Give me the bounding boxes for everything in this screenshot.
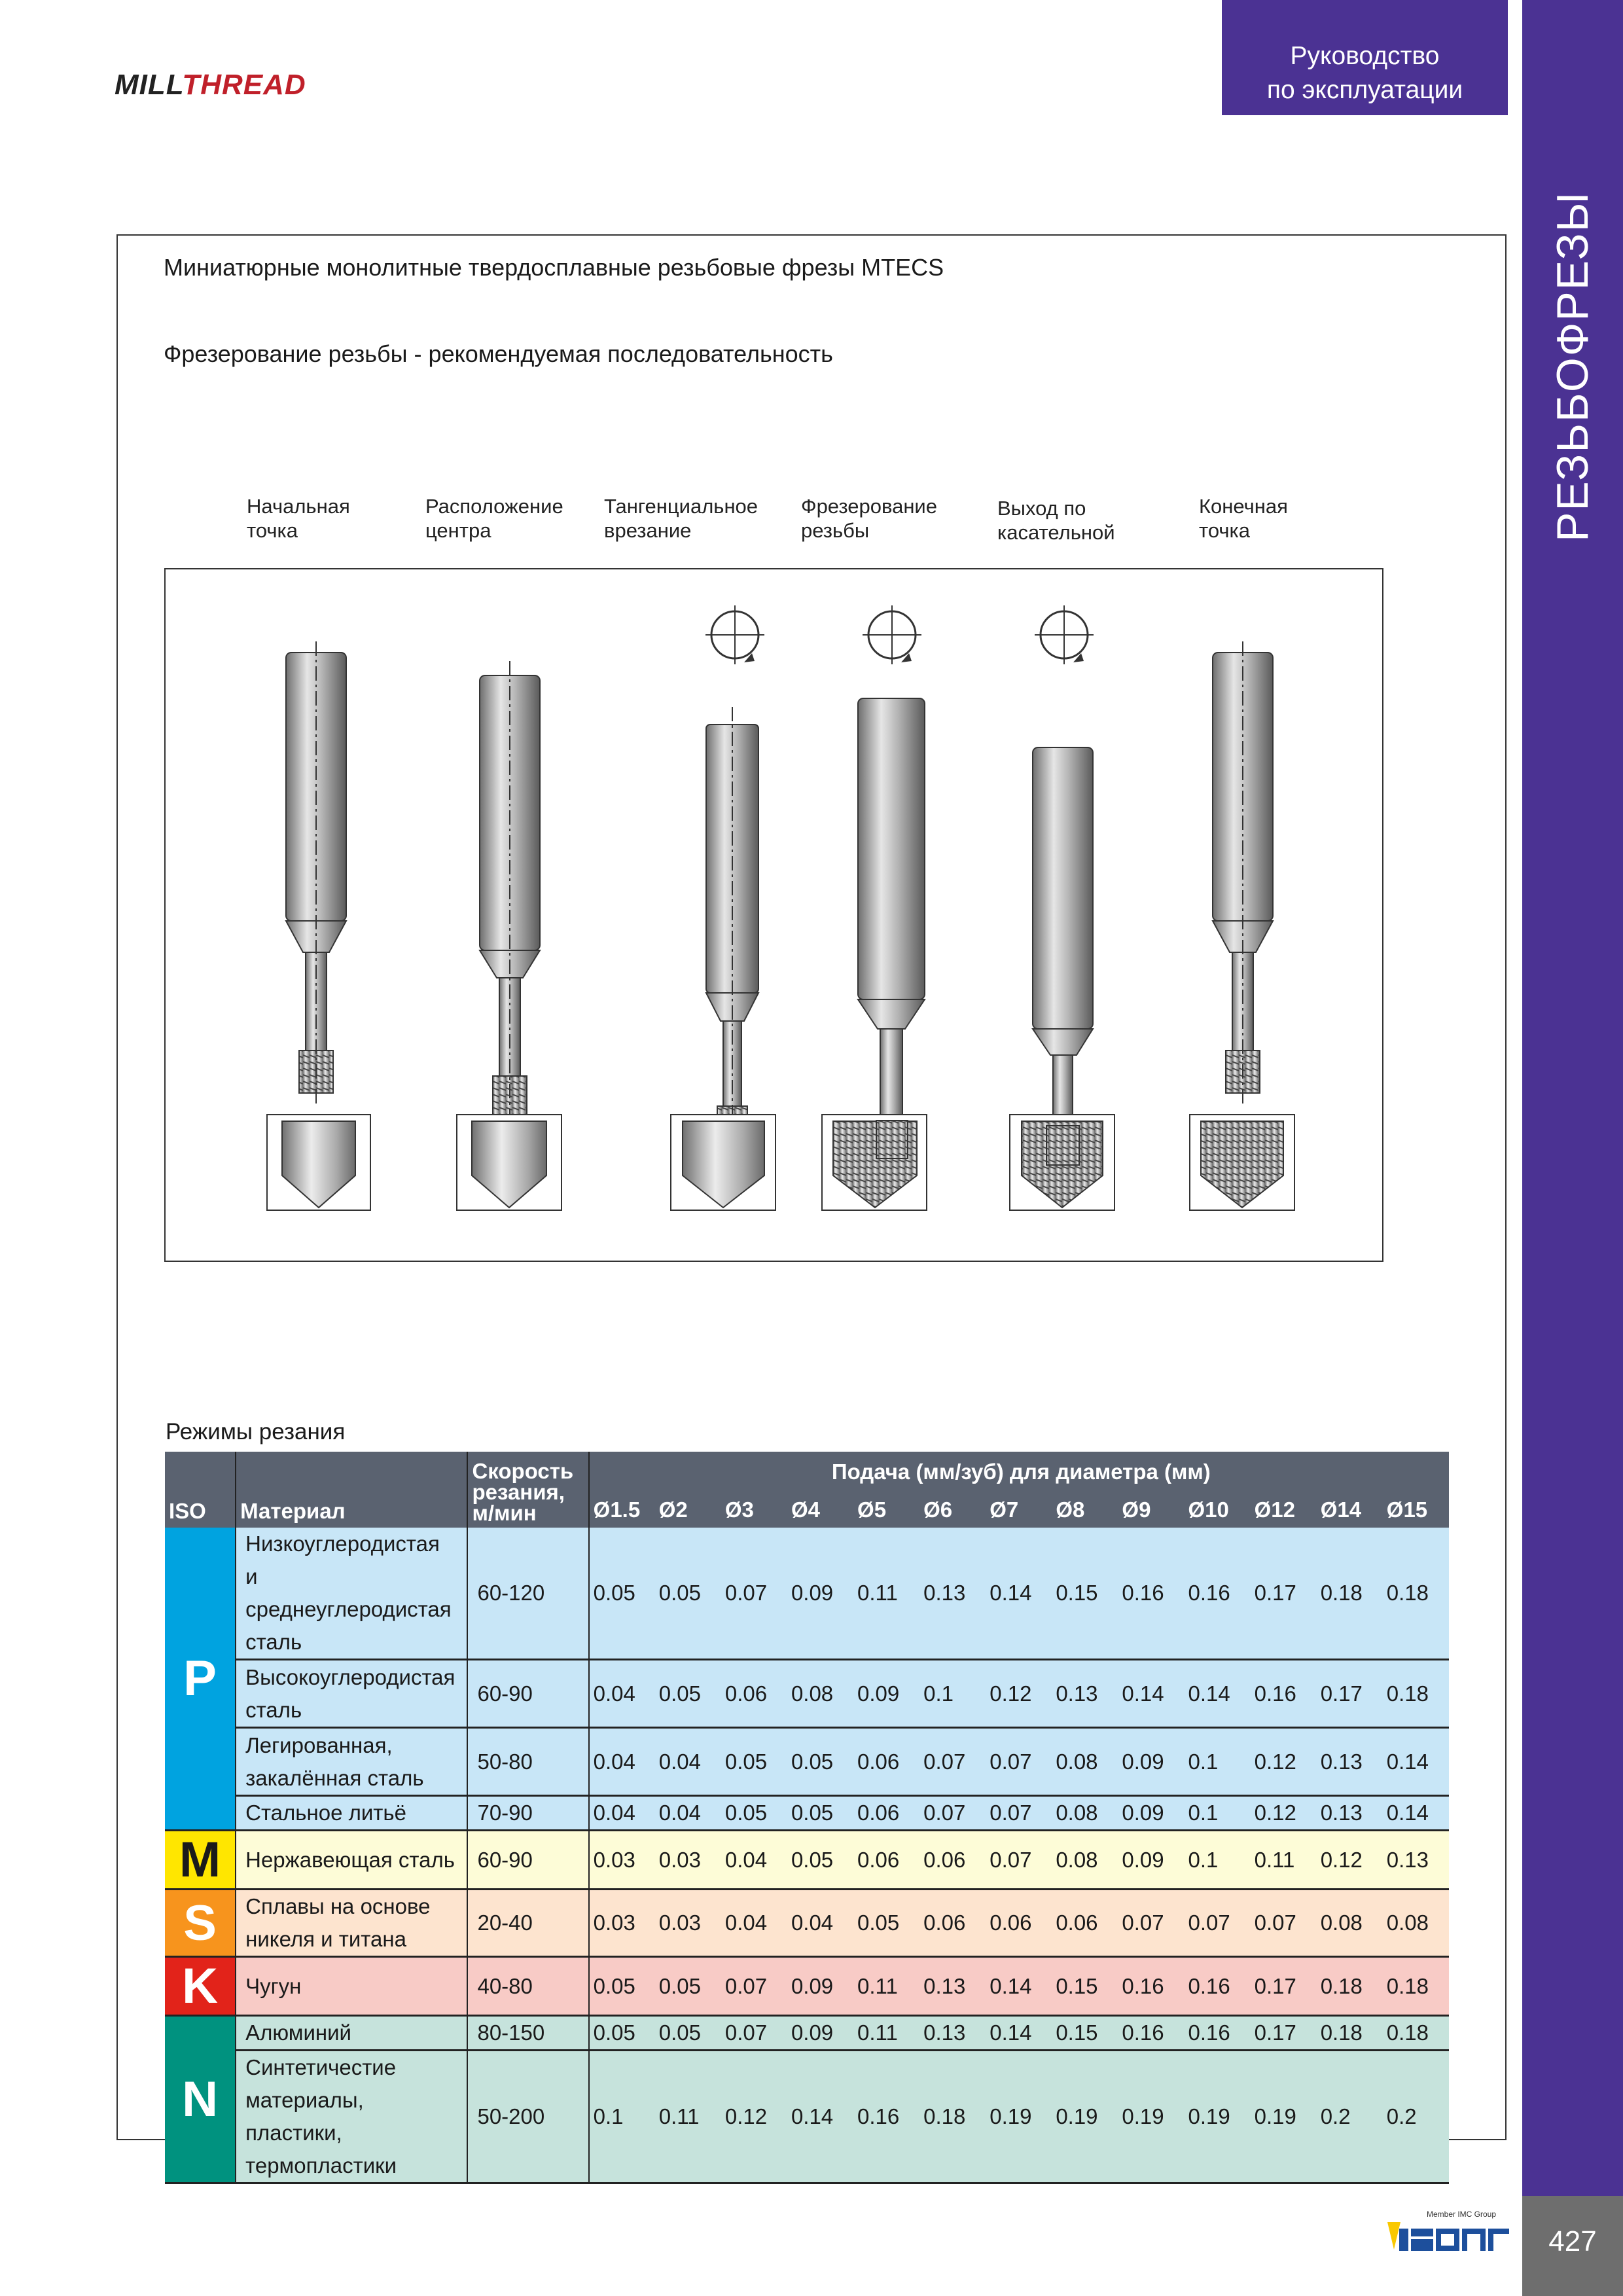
feed-cell: 0.14 xyxy=(787,2051,853,2183)
step-label-center xyxy=(425,494,563,543)
feed-cell: 0.03 xyxy=(655,1890,721,1957)
feed-cell: 0.15 xyxy=(1052,2016,1118,2051)
material-name-line: материалы, xyxy=(245,2088,364,2112)
page-subtitle: Фрезерование резьбы - рекомендуемая последовательность xyxy=(164,340,833,367)
feed-cell: 0.04 xyxy=(589,1796,655,1831)
material-row xyxy=(165,1957,1449,2016)
feed-cell: 0.12 xyxy=(1251,1796,1317,1831)
feed-cell: 0.09 xyxy=(1118,1831,1184,1890)
speed-cell: 50-200 xyxy=(467,2051,588,2183)
feed-cell: 0.2 xyxy=(1383,2051,1449,2183)
feed-cell: 0.15 xyxy=(1052,1957,1118,2016)
feed-cell: 0.13 xyxy=(919,2016,986,2051)
feed-cell: 0.08 xyxy=(1052,1796,1118,1831)
material-cell xyxy=(236,1890,467,1957)
feed-cell: 0.08 xyxy=(1383,1890,1449,1957)
feed-cell: 0.16 xyxy=(1118,2016,1184,2051)
step-label-milling xyxy=(801,494,937,543)
step-line: Конечная xyxy=(1199,495,1288,518)
material-row xyxy=(165,1890,1449,1957)
step-line: Выход по xyxy=(997,497,1086,520)
speed-cell: 80-150 xyxy=(467,2016,588,2051)
step-line: точка xyxy=(1199,519,1251,542)
feed-cell: 0.06 xyxy=(853,1728,919,1796)
page-title: Миниатюрные монолитные твердосплавные резьбовые фрезы MTECS xyxy=(164,254,944,281)
feed-cell: 0.13 xyxy=(1317,1796,1383,1831)
side-title-text: РЕЗЬБОФРЕЗЫ xyxy=(1548,191,1597,542)
material-name-line: Высокоуглеродистая xyxy=(245,1664,455,1689)
feed-cell: 0.05 xyxy=(655,1660,721,1728)
cutting-data-title: Режимы резания xyxy=(166,1419,346,1444)
feed-cell: 0.16 xyxy=(1118,1528,1184,1660)
feed-cell: 0.18 xyxy=(1317,2016,1383,2051)
step-line: касательной xyxy=(997,521,1115,544)
feed-cell: 0.08 xyxy=(1052,1728,1118,1796)
material-cell xyxy=(236,1528,467,1660)
cutting-data-body xyxy=(165,1528,1449,2183)
feed-cell: 0.19 xyxy=(1251,2051,1317,2183)
feed-cell: 0.17 xyxy=(1251,1528,1317,1660)
iso-group-p: P xyxy=(165,1528,236,1831)
page-number: 427 xyxy=(1548,2225,1597,2257)
material-name-line: Стальное литьё xyxy=(245,1801,406,1825)
feed-cell: 0.11 xyxy=(853,1528,919,1660)
feed-cell: 0.13 xyxy=(919,1528,986,1660)
material-name-line: и среднеуглеродистая xyxy=(245,1564,452,1621)
millthread-logo xyxy=(115,69,306,101)
user-guide-label xyxy=(1222,0,1508,115)
feed-cell: 0.06 xyxy=(919,1831,986,1890)
col-diameter: Ø12 xyxy=(1251,1492,1317,1528)
feed-cell: 0.09 xyxy=(1118,1796,1184,1831)
feed-cell: 0.17 xyxy=(1251,2016,1317,2051)
feed-cell: 0.07 xyxy=(919,1796,986,1831)
feed-cell: 0.14 xyxy=(1383,1796,1449,1831)
feed-cell: 0.04 xyxy=(655,1728,721,1796)
feed-cell: 0.14 xyxy=(1383,1728,1449,1796)
step-label-entry xyxy=(604,494,758,543)
feed-cell: 0.19 xyxy=(1118,2051,1184,2183)
feed-cell: 0.05 xyxy=(589,1957,655,2016)
feed-cell: 0.18 xyxy=(1317,1528,1383,1660)
material-name-line: никеля и титана xyxy=(245,1927,406,1951)
feed-cell: 0.15 xyxy=(1052,1528,1118,1660)
material-row xyxy=(165,1831,1449,1890)
material-row xyxy=(165,1728,1449,1796)
tool-exit xyxy=(1010,605,1115,1210)
feed-cell: 0.19 xyxy=(1185,2051,1251,2183)
material-name-line: сталь xyxy=(245,1630,302,1654)
iso-group-n: N xyxy=(165,2016,236,2183)
feed-cell: 0.18 xyxy=(1383,1957,1449,2016)
diagram-drawing xyxy=(166,569,1382,1261)
iscar-logo xyxy=(1386,2202,1516,2268)
feed-cell: 0.12 xyxy=(721,2051,787,2183)
feed-cell: 0.12 xyxy=(986,1660,1052,1728)
feed-cell: 0.09 xyxy=(787,1957,853,2016)
col-iso: ISO xyxy=(165,1452,236,1528)
feed-cell: 0.07 xyxy=(986,1796,1052,1831)
feed-cell: 0.11 xyxy=(853,1957,919,2016)
feed-cell: 0.17 xyxy=(1251,1957,1317,2016)
feed-cell: 0.06 xyxy=(853,1831,919,1890)
material-name-line: Сплавы на основе xyxy=(245,1894,431,1918)
feed-cell: 0.03 xyxy=(589,1831,655,1890)
material-row xyxy=(165,1796,1449,1831)
feed-cell: 0.06 xyxy=(721,1660,787,1728)
feed-cell: 0.19 xyxy=(1052,2051,1118,2183)
material-name-line: закалённая сталь xyxy=(245,1765,424,1790)
feed-cell: 0.08 xyxy=(787,1660,853,1728)
feed-cell: 0.07 xyxy=(721,1957,787,2016)
guide-line-1: Руководство xyxy=(1290,42,1440,70)
speed-cell: 40-80 xyxy=(467,1957,588,2016)
feed-cell: 0.05 xyxy=(589,1528,655,1660)
material-cell xyxy=(236,1831,467,1890)
feed-cell: 0.07 xyxy=(721,1528,787,1660)
col-diameter: Ø14 xyxy=(1317,1492,1383,1528)
speed-cell: 60-120 xyxy=(467,1528,588,1660)
feed-cell: 0.16 xyxy=(1185,1957,1251,2016)
feed-cell: 0.18 xyxy=(1383,2016,1449,2051)
feed-cell: 0.14 xyxy=(986,1957,1052,2016)
feed-cell: 0.05 xyxy=(853,1890,919,1957)
col-diameter: Ø1.5 xyxy=(589,1492,655,1528)
feed-cell: 0.1 xyxy=(589,2051,655,2183)
tool-milling xyxy=(822,605,927,1210)
tool-entry xyxy=(671,605,776,1210)
feed-cell: 0.13 xyxy=(1052,1660,1118,1728)
material-name-line: Синтетичестие xyxy=(245,2055,397,2079)
material-name-line: Алюминий xyxy=(245,2020,351,2045)
material-name-line: сталь xyxy=(245,1697,302,1722)
feed-cell: 0.08 xyxy=(1317,1890,1383,1957)
material-name-line: пластики, xyxy=(245,2121,342,2145)
feed-cell: 0.1 xyxy=(1185,1831,1251,1890)
col-diameter: Ø9 xyxy=(1118,1492,1184,1528)
material-cell xyxy=(236,1796,467,1831)
feed-cell: 0.17 xyxy=(1317,1660,1383,1728)
feed-cell: 0.07 xyxy=(986,1831,1052,1890)
feed-cell: 0.1 xyxy=(1185,1796,1251,1831)
feed-cell: 0.05 xyxy=(655,1528,721,1660)
logo-part-1: MILL xyxy=(115,69,183,101)
feed-cell: 0.09 xyxy=(853,1660,919,1728)
col-diameter: Ø4 xyxy=(787,1492,853,1528)
feed-cell: 0.16 xyxy=(1185,2016,1251,2051)
iso-group-k: K xyxy=(165,1957,236,2016)
feed-cell: 0.07 xyxy=(1185,1890,1251,1957)
speed-cell: 60-90 xyxy=(467,1660,588,1728)
feed-cell: 0.19 xyxy=(986,2051,1052,2183)
feed-cell: 0.14 xyxy=(1185,1660,1251,1728)
feed-cell: 0.12 xyxy=(1317,1831,1383,1890)
feed-cell: 0.18 xyxy=(1317,1957,1383,2016)
material-cell xyxy=(236,1957,467,2016)
col-diameter: Ø8 xyxy=(1052,1492,1118,1528)
feed-cell: 0.14 xyxy=(986,2016,1052,2051)
material-row xyxy=(165,2016,1449,2051)
col-diameter: Ø3 xyxy=(721,1492,787,1528)
feed-cell: 0.2 xyxy=(1317,2051,1383,2183)
feed-cell: 0.06 xyxy=(853,1796,919,1831)
material-name-line: термопластики xyxy=(245,2153,397,2178)
col-feed: Подача (мм/зуб) для диаметра (мм) xyxy=(589,1452,1449,1492)
milling-sequence-diagram xyxy=(164,568,1383,1262)
iso-group-m: M xyxy=(165,1831,236,1890)
feed-cell: 0.05 xyxy=(787,1831,853,1890)
material-cell xyxy=(236,1728,467,1796)
feed-cell: 0.04 xyxy=(721,1890,787,1957)
feed-cell: 0.09 xyxy=(1118,1728,1184,1796)
feed-cell: 0.07 xyxy=(1118,1890,1184,1957)
step-line: резьбы xyxy=(801,519,870,542)
step-line: Фрезерование xyxy=(801,495,937,518)
feed-cell: 0.18 xyxy=(919,2051,986,2183)
feed-cell: 0.14 xyxy=(1118,1660,1184,1728)
step-line: врезание xyxy=(604,519,692,542)
company-tagline: Member IMC Group xyxy=(1427,2210,1497,2219)
feed-cell: 0.05 xyxy=(655,2016,721,2051)
feed-cell: 0.04 xyxy=(655,1796,721,1831)
feed-cell: 0.06 xyxy=(986,1890,1052,1957)
feed-cell: 0.06 xyxy=(919,1890,986,1957)
feed-cell: 0.06 xyxy=(1052,1890,1118,1957)
feed-cell: 0.18 xyxy=(1383,1528,1449,1660)
guide-line-2: по эксплуатации xyxy=(1266,76,1463,104)
feed-cell: 0.03 xyxy=(589,1890,655,1957)
feed-cell: 0.05 xyxy=(721,1728,787,1796)
feed-cell: 0.09 xyxy=(787,2016,853,2051)
feed-cell: 0.14 xyxy=(986,1528,1052,1660)
feed-cell: 0.04 xyxy=(589,1728,655,1796)
col-diameter: Ø10 xyxy=(1185,1492,1251,1528)
col-diameter: Ø5 xyxy=(853,1492,919,1528)
material-cell xyxy=(236,1660,467,1728)
step-label-exit xyxy=(997,496,1115,545)
speed-cell: 20-40 xyxy=(467,1890,588,1957)
step-line: Расположение xyxy=(425,495,563,518)
feed-cell: 0.05 xyxy=(787,1796,853,1831)
feed-cell: 0.04 xyxy=(721,1831,787,1890)
feed-cell: 0.09 xyxy=(787,1528,853,1660)
feed-cell: 0.13 xyxy=(1317,1728,1383,1796)
tool-center xyxy=(457,661,562,1210)
iso-group-s: S xyxy=(165,1890,236,1957)
step-line: Начальная xyxy=(247,495,350,518)
cutting-data-table xyxy=(165,1452,1449,2184)
feed-cell: 0.04 xyxy=(589,1660,655,1728)
feed-cell: 0.13 xyxy=(919,1957,986,2016)
speed-cell: 50-80 xyxy=(467,1728,588,1796)
step-label-end xyxy=(1199,494,1288,543)
feed-cell: 0.12 xyxy=(1251,1728,1317,1796)
tool-start xyxy=(267,641,370,1210)
feed-cell: 0.05 xyxy=(787,1728,853,1796)
side-title xyxy=(1530,191,1615,542)
feed-cell: 0.11 xyxy=(853,2016,919,2051)
feed-cell: 0.11 xyxy=(655,2051,721,2183)
feed-cell: 0.08 xyxy=(1052,1831,1118,1890)
material-cell xyxy=(236,2016,467,2051)
feed-cell: 0.16 xyxy=(1251,1660,1317,1728)
feed-cell: 0.16 xyxy=(1118,1957,1184,2016)
col-diameter: Ø2 xyxy=(655,1492,721,1528)
col-diameter: Ø15 xyxy=(1383,1492,1449,1528)
feed-cell: 0.13 xyxy=(1383,1831,1449,1890)
step-label-start xyxy=(247,494,350,543)
speed-cell: 70-90 xyxy=(467,1796,588,1831)
material-name-line: Легированная, xyxy=(245,1732,393,1757)
col-diameter: Ø7 xyxy=(986,1492,1052,1528)
material-name-line: Чугун xyxy=(245,1973,302,1998)
feed-cell: 0.1 xyxy=(1185,1728,1251,1796)
step-line: точка xyxy=(247,519,298,542)
feed-cell: 0.03 xyxy=(655,1831,721,1890)
col-diameter: Ø6 xyxy=(919,1492,986,1528)
feed-cell: 0.07 xyxy=(919,1728,986,1796)
material-cell xyxy=(236,2051,467,2183)
feed-cell: 0.16 xyxy=(853,2051,919,2183)
feed-cell: 0.18 xyxy=(1383,1660,1449,1728)
feed-cell: 0.11 xyxy=(1251,1831,1317,1890)
feed-cell: 0.16 xyxy=(1185,1528,1251,1660)
feed-cell: 0.1 xyxy=(919,1660,986,1728)
material-row xyxy=(165,1660,1449,1728)
col-material: Материал xyxy=(236,1452,467,1528)
tool-end xyxy=(1190,641,1294,1210)
feed-cell: 0.05 xyxy=(655,1957,721,2016)
material-name-line: Низкоуглеродистая xyxy=(245,1532,440,1556)
step-line: центра xyxy=(425,519,491,542)
material-name-line: Нержавеющая сталь xyxy=(245,1847,455,1872)
feed-cell: 0.07 xyxy=(1251,1890,1317,1957)
feed-cell: 0.04 xyxy=(787,1890,853,1957)
col-speed: Скорость резания, м/мин xyxy=(467,1452,588,1528)
material-row xyxy=(165,1528,1449,1660)
logo-part-2: THREAD xyxy=(182,69,306,101)
feed-cell: 0.07 xyxy=(721,2016,787,2051)
feed-cell: 0.05 xyxy=(721,1796,787,1831)
feed-cell: 0.05 xyxy=(589,2016,655,2051)
feed-cell: 0.07 xyxy=(986,1728,1052,1796)
speed-cell: 60-90 xyxy=(467,1831,588,1890)
step-line: Тангенциальное xyxy=(604,495,758,518)
material-row xyxy=(165,2051,1449,2183)
